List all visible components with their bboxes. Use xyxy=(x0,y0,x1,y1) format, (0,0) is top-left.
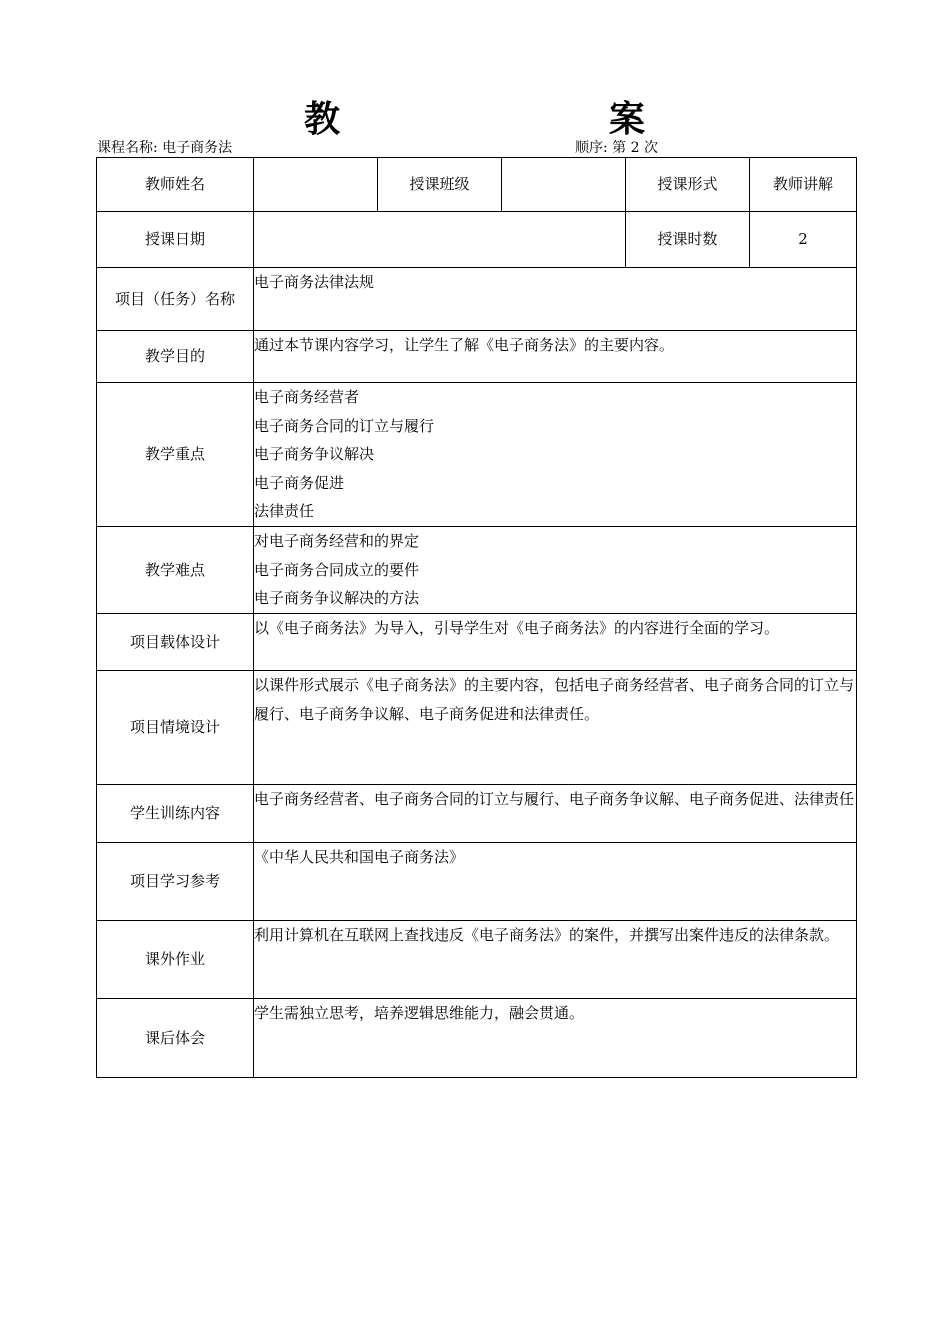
date-label: 授课日期 xyxy=(97,212,254,268)
reflection-label: 课后体会 xyxy=(97,999,254,1078)
table-row xyxy=(97,331,857,383)
table-row xyxy=(97,212,857,268)
table-row xyxy=(97,843,857,921)
carrier-value: 以《电子商务法》为导入，引导学生对《电子商务法》的内容进行全面的学习。 xyxy=(254,614,857,671)
table-row xyxy=(97,999,857,1078)
difficulties-list xyxy=(254,527,857,614)
project-name-label: 项目（任务）名称 xyxy=(97,268,254,331)
list-item: 电子商务合同的订立与履行 xyxy=(254,416,435,435)
class-value xyxy=(502,158,626,212)
project-name-value: 电子商务法律法规 xyxy=(254,268,857,331)
document-title xyxy=(0,96,950,144)
teacher-name-label: 教师姓名 xyxy=(97,158,254,212)
training-label: 学生训练内容 xyxy=(97,785,254,843)
objective-value: 通过本节课内容学习，让学生了解《电子商务法》的主要内容。 xyxy=(254,331,857,383)
reference-value: 《中华人民共和国电子商务法》 xyxy=(254,843,857,921)
homework-value: 利用计算机在互联网上查找违反《电子商务法》的案件，并撰写出案件违反的法律条款。 xyxy=(254,921,857,999)
homework-label: 课外作业 xyxy=(97,921,254,999)
title-char-right: 案 xyxy=(609,99,646,140)
table-row xyxy=(97,671,857,785)
list-item: 电子商务争议解决的方法 xyxy=(254,589,420,607)
lesson-plan-table xyxy=(96,157,857,1078)
title-char-left: 教 xyxy=(304,99,341,140)
hours-label: 授课时数 xyxy=(626,212,750,268)
reflection-value: 学生需独立思考，培养逻辑思维能力，融会贯通。 xyxy=(254,999,857,1078)
objective-label: 教学目的 xyxy=(97,331,254,383)
form-label: 授课形式 xyxy=(626,158,750,212)
carrier-label: 项目载体设计 xyxy=(97,614,254,671)
reference-label: 项目学习参考 xyxy=(97,843,254,921)
difficulties-label: 教学难点 xyxy=(97,527,254,614)
form-value: 教师讲解 xyxy=(750,158,857,212)
key-points-list xyxy=(254,383,857,527)
scenario-label: 项目情境设计 xyxy=(97,671,254,785)
table-row xyxy=(97,785,857,843)
list-item: 电子商务经营者 xyxy=(254,388,360,406)
table-row xyxy=(97,158,857,212)
list-item: 电子商务争议解决 xyxy=(254,445,375,463)
teacher-name-value xyxy=(254,158,378,212)
key-points-label: 教学重点 xyxy=(97,383,254,527)
lesson-order: 顺序: 第 2 次 xyxy=(575,140,658,156)
course-name: 课程名称: 电子商务法 xyxy=(97,140,233,156)
date-value xyxy=(254,212,626,268)
table-row xyxy=(97,614,857,671)
table-row xyxy=(97,921,857,999)
training-value: 电子商务经营者、电子商务合同的订立与履行、电子商务争议解、电子商务促进、法律责任 xyxy=(254,785,857,843)
table-row xyxy=(97,268,857,331)
scenario-value: 以课件形式展示《电子商务法》的主要内容，包括电子商务经营者、电子商务合同的订立与履行、电子商务争议解、电子商务促进和法律责任。 xyxy=(254,671,857,785)
table-row xyxy=(97,527,857,614)
list-item: 电子商务合同成立的要件 xyxy=(254,560,420,579)
list-item: 电子商务促进 xyxy=(254,473,345,492)
list-item: 对电子商务经营和的界定 xyxy=(254,532,420,550)
table-row xyxy=(97,383,857,527)
list-item: 法律责任 xyxy=(254,502,315,520)
class-label: 授课班级 xyxy=(378,158,502,212)
hours-value: 2 xyxy=(750,212,857,268)
